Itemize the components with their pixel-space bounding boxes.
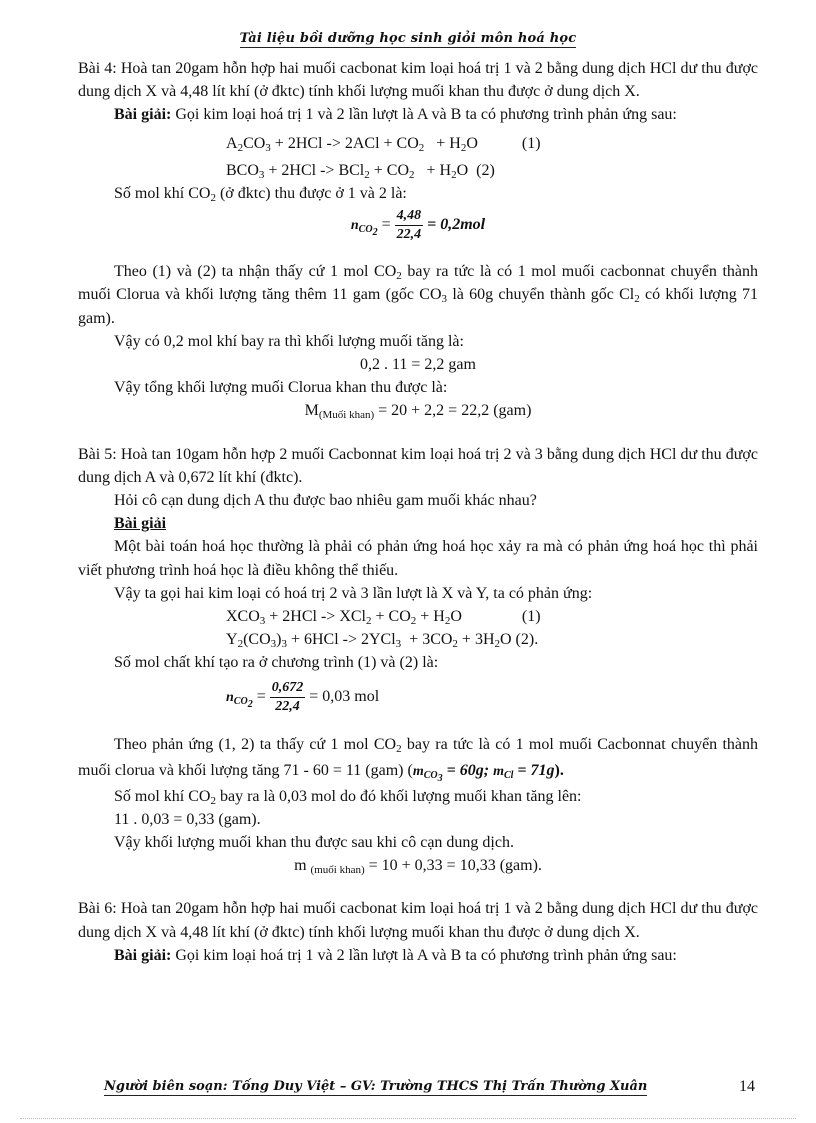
b4-explanation: Theo (1) và (2) ta nhận thấy cứ 1 mol $CO_2$ bay ra tức là có 1 mol muối cacbonnat chuyển thành muối Clorua và khối lượng tăng thêm 11 gam (gốc $CO_3$ là 60g chuyển thành gốc $Cl_2$ có khối lượng 71 gam). — [78, 263, 759, 327]
page-footer: Người biên soạn: Tống Duy Việt – GV: Trường THCS Thị Trấn Thường Xuân — [104, 1079, 648, 1094]
b4-line-2: Vậy có 0,2 mol khí bay ra thì khối lượng muối tăng là: — [114, 332, 464, 350]
b4-moles-intro: Số mol khí $CO_2$ (ở đktc) thu được ở 1 và 2 là: — [114, 185, 407, 205]
b5-call: Vậy ta gọi hai kim loại có hoá trị 2 và 3 lần lượt là X và Y, ta có phản ứng: — [114, 584, 593, 602]
b5-explanation: Theo phản ứng (1, 2) ta thấy cứ 1 mol $CO_2$ bay ra tức là có 1 mol muối Cacbonnat chuyển thành muối clorua và khối lượng tăng 71 - 60 = 11 (gam) ($m_{CO_3} = 60g$; $m_{Cl} = 71g$). — [78, 735, 758, 784]
page-bottom-divider — [20, 1118, 796, 1119]
b5-question: Hỏi cô cạn dung dịch A thu được bao nhiêu gam muối khác nhau? — [114, 492, 537, 510]
page-header: Tài liệu bồi dưỡng học sinh giỏi môn hoá học — [239, 31, 577, 46]
b4-equation-2: $BCO_3 + 2HCl -> BCl_2 + CO_2 + H_2O$ (2) — [226, 161, 495, 181]
b6-problem: Bài 6: Hoà tan 20gam hỗn hợp hai muối cacbonat kim loại hoá trị 1 và 2 bằng dung dịch HCl dư thu được dung dịch X và 4,48 lít khí (ở đktc) tính khối lượng muối khan thu được ở dung dịch X. — [78, 900, 758, 941]
b5-equation-1: $XCO_3 + 2HCl -> XCl_2 + CO_2 + H_2O$ (1) — [226, 608, 541, 628]
document-body — [78, 57, 758, 967]
b4-moles-formula: $n_{CO_2}$ = $\frac{4,48}{22,4}$ = 0,2mol — [350, 208, 486, 243]
b5-calc: 11 . 0,03 = 0,33 (gam). — [114, 810, 261, 828]
b5-moles-intro: Số mol chất khí tạo ra ở chương trình (1) và (2) là: — [114, 654, 439, 672]
b5-line-3: Vậy khối lượng muối khan thu được sau khi cô cạn dung dịch. — [114, 834, 514, 852]
b4-problem: Bài 4: Hoà tan 20gam hỗn hợp hai muối cacbonat kim loại hoá trị 1 và 2 bằng dung dịch HCl dư thu được dung dịch X và 4,48 lít khí (ở đktc) tính khối lượng muối khan thu được ở dung dịch X. — [78, 60, 758, 101]
b4-solution: Bài giải: Gọi kim loại hoá trị 1 và 2 lần lượt là A và B ta có phương trình phản ứng sau: — [114, 106, 677, 124]
b5-problem: Bài 5: Hoà tan 10gam hỗn hợp 2 muối Cacbonnat kim loại hoá trị 2 và 3 bằng dung dịch HCl dư thu được dung dịch A và 0,672 lít khí (đktc). — [78, 445, 758, 486]
b5-moles-formula: $n_{CO_2}$ = $\frac{0,672}{22,4}$ = 0,03 mol — [226, 679, 380, 714]
b5-equation-2: $Y_2(CO_3)_3 + 6HCl -> 2YCl_3 + 3CO_2 + 3H_2O$ (2). — [226, 631, 539, 651]
b4-calc: 0,2 . 11 = 2,2 gam — [360, 356, 476, 374]
page-number: 14 — [739, 1078, 755, 1095]
b4-equation-1: $A_2CO_3 + 2HCl -> 2ACl + CO_2 + H_2O$ (1) — [226, 134, 541, 154]
b4-result: $M_{(Muối khan)} = 20 + 2,2 = 22,2$ (gam) — [304, 402, 532, 422]
b5-solution-label: Bài giải — [114, 515, 167, 533]
b4-line-3: Vậy tổng khối lượng muối Clorua khan thu được là: — [114, 379, 448, 397]
b5-result: m $_{(muối khan)}$ = 10 + 0,33 = 10,33 (gam). — [294, 857, 542, 877]
b6-solution: Bài giải: Gọi kim loại hoá trị 1 và 2 lần lượt là A và B ta có phương trình phản ứng sau: — [114, 946, 677, 964]
b5-intro: Một bài toán hoá học thường là phải có phản ứng hoá học xảy ra mà có phản ứng hoá học thì phải viết phương trình hoá học là điều không thể thiếu. — [78, 538, 758, 579]
b5-line-2: Số mol khí $CO_2$ bay ra là 0,03 mol do đó khối lượng muối khan tăng lên: — [114, 787, 582, 807]
